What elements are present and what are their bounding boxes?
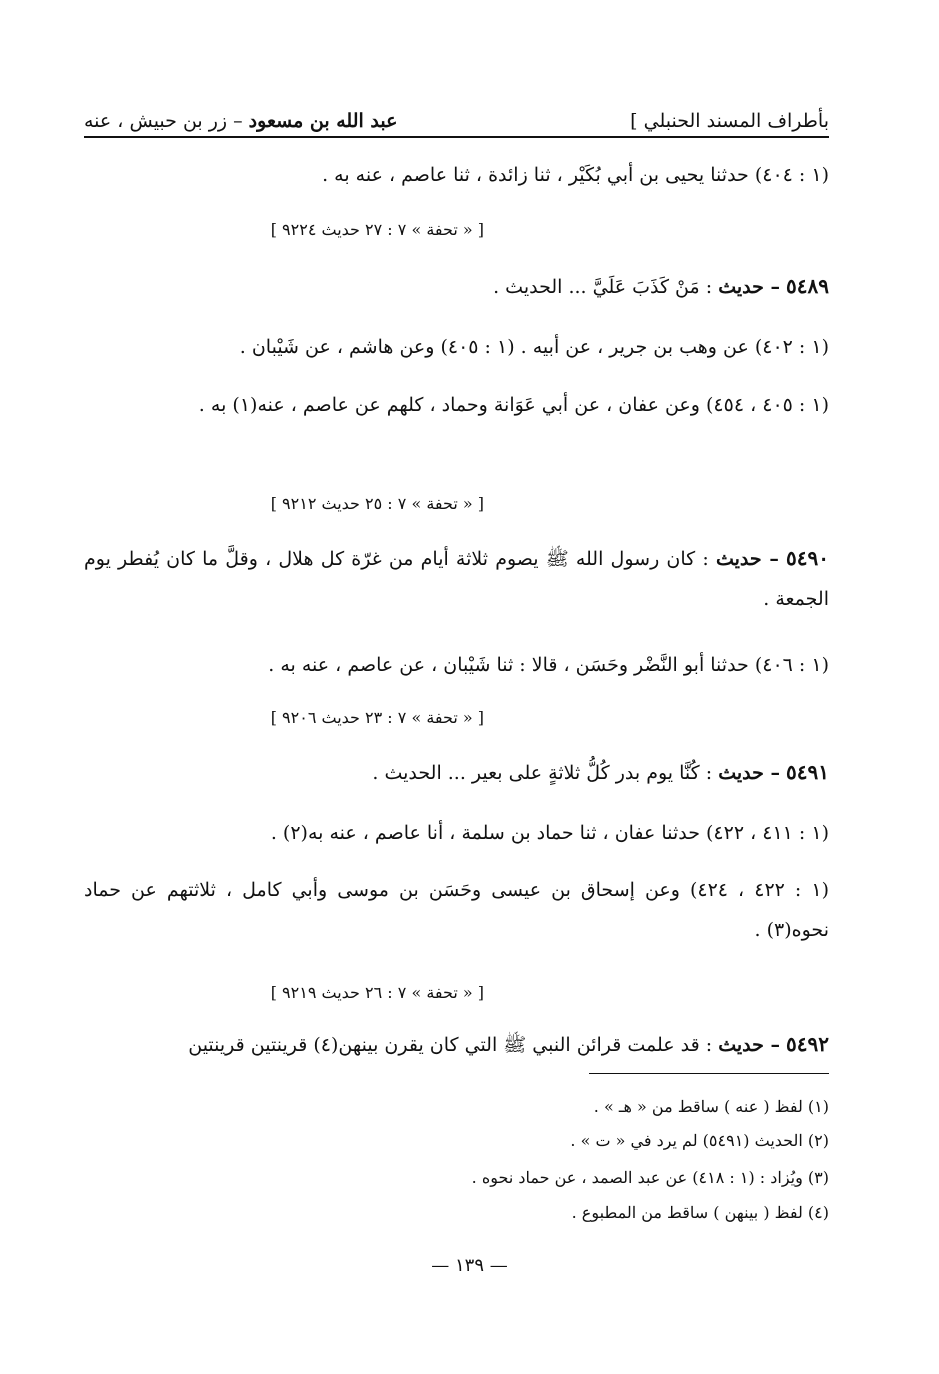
hadith-label: حديث [718,276,764,298]
header-chapter [84,110,397,132]
chain-line: (١ : ٤١١ ، ٤٢٢) حدثنا عفان ، ثنا حماد بن سلمة ، أنا عاصم ، عنه به(٢) . [270,822,829,844]
chain-line: (١ : ٤٠٦) حدثنا أبو النَّضْر وحَسَن ، قالا : ثنا شَيْبان ، عن عاصم ، عنه به . [268,654,829,676]
hadith-entry: ٥٤٨٩ – حديث : مَنْ كَذَبَ عَلَيَّ ... الحديث . [493,274,829,298]
hadith-text: : كُنَّا يوم بدر كُلُّ ثلاثةٍ على بعير ... الحديث . [372,762,719,784]
page-number: — ١٣٩ — [431,1255,508,1276]
chain-line: (١ : ٤٠٥ ، ٤٥٤) وعن عفان ، عن أبي عَوَانة وحماد ، كلهم عن عاصم ، عنه(١) به . [198,394,829,416]
running-header [84,98,829,138]
chain-line: (١ : ٤٠٤) حدثنا يحيى بن أبي بُكَيْر ، ثنا زائدة ، ثنا عاصم ، عنه به . [322,164,829,186]
header-companion-name: عبد الله بن مسعود [248,110,398,132]
hadith-text: : قد علمت قرائن النبي ﷺ التي كان يقرن بينهن(٤) قرينتين قرينتين [188,1034,719,1056]
footnote: (٢) الحديث (٥٤٩١) لم يرد في « ت » . [570,1131,829,1150]
tuhfa-citation: [ « تحفة » ٧ : ٢٧ حديث ٩٢٢٤ ] [270,220,484,239]
footnote-divider [589,1073,829,1074]
hadith-label: حديث [718,1034,764,1056]
hadith-number: ٥٤٩١ [786,760,829,784]
hadith-number: ٥٤٩٠ [786,546,829,570]
hadith-text: : كان رسول الله ﷺ يصوم ثلاثة أيام من غرّة كل هلال ، وقلَّ ما كان يُفطر يوم الجمعة . [84,548,829,610]
chain-line: (١ : ٤٠٢) عن وهب بن جرير ، عن أبيه . (١ : ٤٠٥) وعن هاشم ، عن شَيْبان . [239,336,829,358]
hadith-entry: ٥٤٩٠ – حديث : كان رسول الله ﷺ يصوم ثلاثة أيام من غرّة كل هلال ، وقلَّ ما كان يُفطر يوم الجمعة . [84,546,829,610]
tuhfa-citation: [ « تحفة » ٧ : ٢٦ حديث ٩٢١٩ ] [270,983,484,1002]
hadith-text: : مَنْ كَذَبَ عَلَيَّ ... الحديث . [493,276,719,298]
hadith-entry: ٥٤٩١ – حديث : كُنَّا يوم بدر كُلُّ ثلاثةٍ على بعير ... الحديث . [372,760,829,784]
hadith-label: حديث [718,762,764,784]
hadith-label: حديث [715,548,762,570]
header-book-title: بأطراف المسند الحنبلي ] [630,110,829,132]
chain-line: (١ : ٤٢٢ ، ٤٢٤) وعن إسحاق بن عيسى وحَسَن بن موسى وأبي كامل ، ثلاثتهم عن حماد نحوه(٣) . [84,879,829,941]
tuhfa-citation: [ « تحفة » ٧ : ٢٣ حديث ٩٢٠٦ ] [270,708,484,727]
footnote: (٣) ويُزاد : (١ : ٤١٨) عن عبد الصمد ، عن حماد نحوه . [471,1168,829,1187]
footnote: (١) لفظ ( عنه ) ساقط من « هـ » . [593,1097,829,1116]
tuhfa-citation: [ « تحفة » ٧ : ٢٥ حديث ٩٢١٢ ] [270,494,484,513]
hadith-entry: ٥٤٩٢ – حديث : قد علمت قرائن النبي ﷺ التي كان يقرن بينهن(٤) قرينتين قرينتين [188,1032,829,1056]
hadith-number: ٥٤٩٢ [786,1032,829,1056]
footnote: (٤) لفظ ( بينهن ) ساقط من المطبوع . [571,1203,829,1222]
header-narrator: – زر بن حبيش ، عنه [84,110,249,132]
hadith-number: ٥٤٨٩ [786,274,829,298]
